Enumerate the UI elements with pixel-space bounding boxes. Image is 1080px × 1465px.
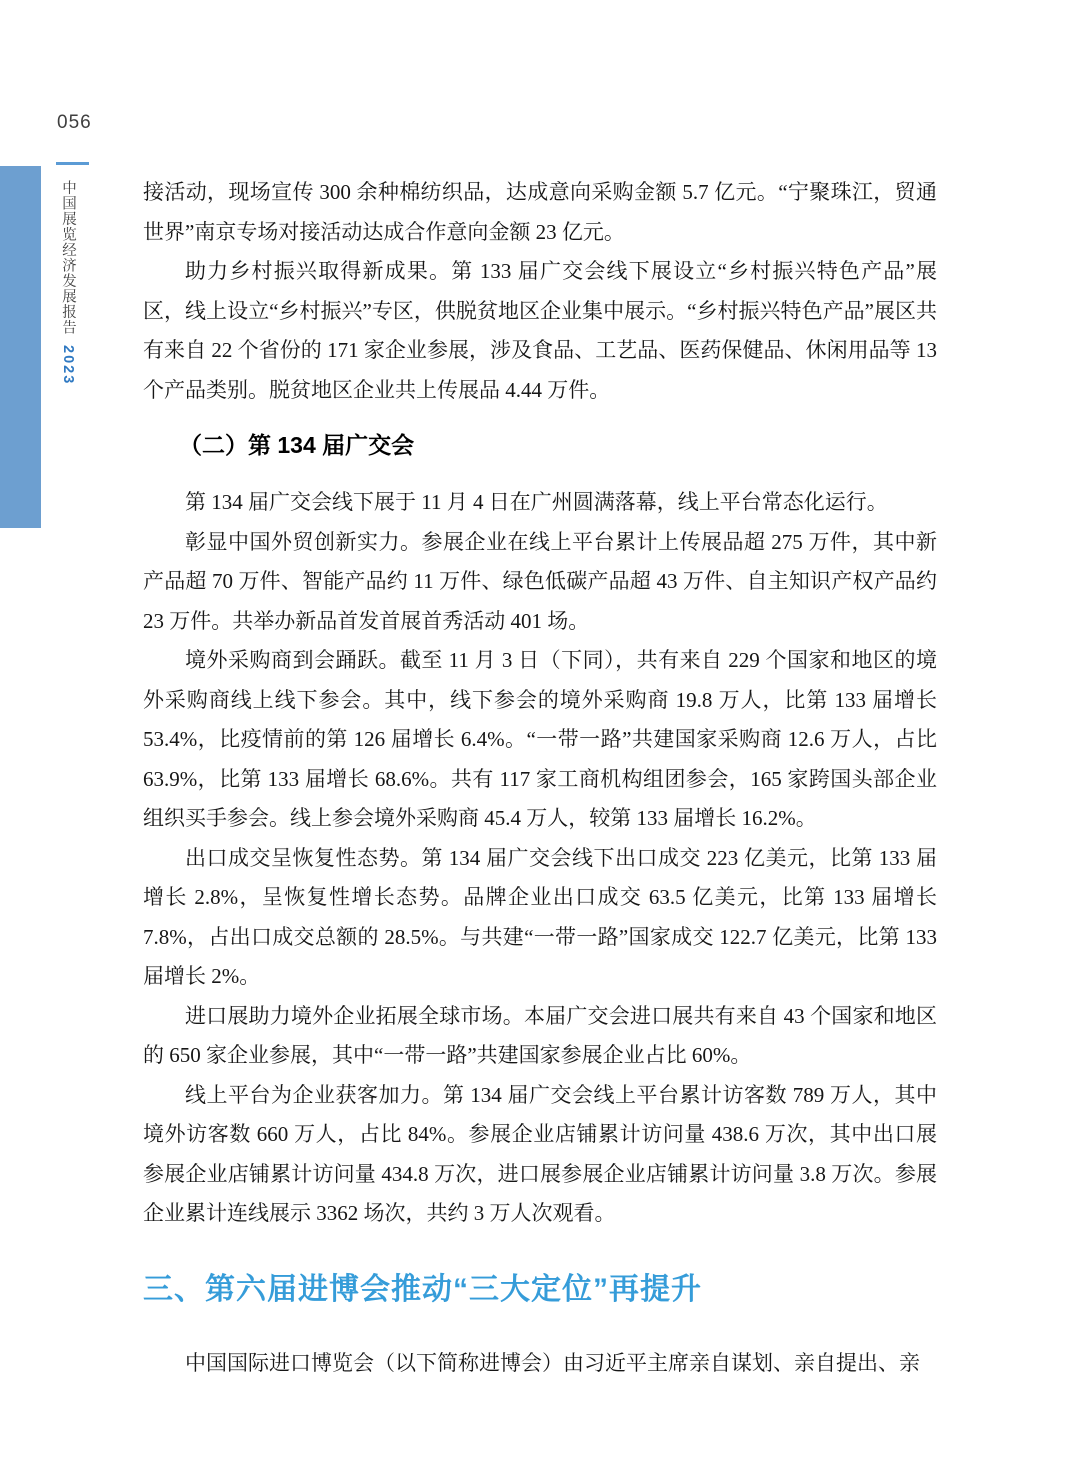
report-title-vertical: 中国展览经济发展报告	[60, 180, 76, 335]
sidebar-accent-bar	[0, 166, 41, 528]
body-paragraph: 第 134 届广交会线下展于 11 月 4 日在广州圆满落幕，线上平台常态化运行。	[185, 490, 888, 514]
page-number: 056	[57, 112, 92, 133]
body-paragraph: 线上平台为企业获客加力。第 134 届广交会线上平台累计访客数 789 万人，其中境外访客数 660 万人，占比 84%。参展企业店铺累计访问量 438.6 万次，其中出口展参展企业店铺累计访问量 434.8 万次，进口展参展企业店铺累计访问量 3.8 万次。参展企业累计连线展示 3362 场次，共约 3 万人次观看。	[143, 1082, 937, 1225]
sidebar-vertical-title	[59, 180, 77, 385]
body-paragraph: 助力乡村振兴取得新成果。第 133 届广交会线下展设立“乡村振兴特色产品”展区，线上设立“乡村振兴”专区，供脱贫地区企业集中展示。“乡村振兴特色产品”展区共有来自 22 个省份的 171 家企业参展，涉及食品、工艺品、医药保健品、休闲用品等 13 个产品类别。脱贫地区企业共上传展品 4.44 万件。	[143, 259, 937, 402]
body-paragraph: 中国国际进口博览会（以下简称进博会）由习近平主席亲自谋划、亲自提出、亲	[185, 1350, 920, 1375]
body-paragraph: 进口展助力境外企业拓展全球市场。本届广交会进口展共有来自 43 个国家和地区的 650 家企业参展，其中“一带一路”共建国家参展企业占比 60%。	[143, 1003, 937, 1067]
body-paragraph: 彰显中国外贸创新实力。参展企业在线上平台累计上传展品超 275 万件，其中新产品超 70 万件、智能产品约 11 万件、绿色低碳产品超 43 万件、自主知识产权产品约 23 万件。共举办新品首发首展首秀活动 401 场。	[143, 529, 937, 633]
page-body	[143, 173, 937, 1383]
body-paragraph-continued: 接活动，现场宣传 300 余种棉纺织品，达成意向采购金额 5.7 亿元。“宁聚珠江，贸通世界”南京专场对接活动达成合作意向金额 23 亿元。	[143, 180, 937, 244]
report-year: 2023	[60, 345, 76, 386]
subsection-heading-gjh-134: （二）第 134 届广交会	[179, 432, 415, 458]
header-rule-line	[56, 162, 89, 165]
section-heading-ciie: 三、第六届进博会推动“三大定位”再提升	[143, 1272, 702, 1306]
body-paragraph: 境外采购商到会踊跃。截至 11 月 3 日（下同），共有来自 229 个国家和地区的境外采购商线上线下参会。其中，线下参会的境外采购商 19.8 万人，比第 133 届增长 53.4%，比疫情前的第 126 届增长 6.4%。“一带一路”共建国家采购商 12.6 万人，占比 63.9%，比第 133 届增长 68.6%。共有 117 家工商机构组团参会，165 家跨国头部企业组织买手参会。线上参会境外采购商 45.4 万人，较第 133 届增长 16.2%。	[143, 648, 937, 830]
body-paragraph: 出口成交呈恢复性态势。第 134 届广交会线下出口成交 223 亿美元，比第 133 届增长 2.8%，呈恢复性增长态势。品牌企业出口成交 63.5 亿美元，比第 133 届增长 7.8%，占出口成交总额的 28.5%。与共建“一带一路”国家成交 122.7 亿美元，比第 133 届增长 2%。	[143, 845, 937, 988]
